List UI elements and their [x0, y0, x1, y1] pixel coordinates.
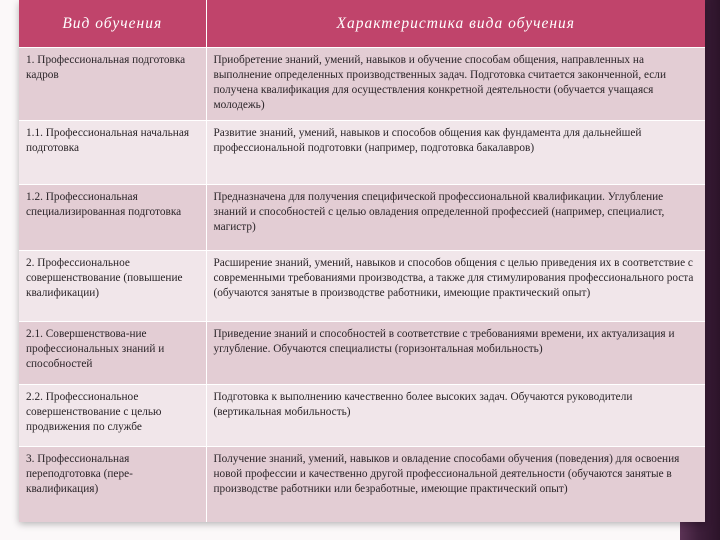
table-row	[19, 121, 705, 185]
training-type-cell: 1. Профессиональная подготовка кадров	[19, 48, 206, 121]
training-type-cell: 2. Профессиональное совершенствование (повышение квалификации)	[19, 251, 206, 322]
table-row	[19, 251, 705, 322]
training-description-cell: Предназначена для получения специфической профессиональной квалификации. Углубление знаний и способностей с целью овладения определенной профессией (например, специалист, магистр)	[206, 185, 705, 251]
training-types-table-container	[19, 0, 705, 521]
training-type-cell: 3. Профессиональная переподготовка (пере-квалификация)	[19, 447, 206, 522]
table-row	[19, 185, 705, 251]
training-description-cell: Подготовка к выполнению качественно более высоких задач. Обучаются руководители (вертикальная мобильность)	[206, 385, 705, 447]
training-type-cell: 2.2. Профессиональное совершенствование с целью продвижения по службе	[19, 385, 206, 447]
column-header-type: Вид обучения	[19, 0, 206, 48]
table-row	[19, 447, 705, 522]
training-description-cell: Развитие знаний, умений, навыков и способов общения как фундамента для дальнейшей профессиональной подготовки (например, подготовка бакалавров)	[206, 121, 705, 185]
training-type-cell: 2.1. Совершенствова-ние профессиональных знаний и способностей	[19, 322, 206, 385]
training-description-cell: Приобретение знаний, умений, навыков и обучение способам общения, направленных на выполнение определенных производственных задач. Подготовка считается законченной, если получена квалификация для осуществления конкретной деятельности (обучается учащаяся молодежь)	[206, 48, 705, 121]
training-description-cell: Приведение знаний и способностей в соответствие с требованиями времени, их актуализация и углубление. Обучаются специалисты (горизонтальная мобильность)	[206, 322, 705, 385]
training-type-cell: 1.1. Профессиональная начальная подготовка	[19, 121, 206, 185]
column-header-description: Характеристика вида обучения	[206, 0, 705, 48]
table-header-row	[19, 0, 705, 48]
table-row	[19, 385, 705, 447]
training-description-cell: Расширение знаний, умений, навыков и способов общения с целью приведения их в соответствие с современными требованиями производства, а также для стимулирования профессионального роста (обучаются занятые в производстве работники, имеющие практический опыт)	[206, 251, 705, 322]
training-description-cell: Получение знаний, умений, навыков и овладение способами обучения (поведения) для освоения новой профессии и качественно другой профессиональной деятельности (обучаются занятые в производстве работники или безработные, имеющие практический опыт)	[206, 447, 705, 522]
table-row	[19, 322, 705, 385]
training-type-cell: 1.2. Профессиональная специализированная подготовка	[19, 185, 206, 251]
training-types-table	[19, 0, 705, 522]
table-row	[19, 48, 705, 121]
